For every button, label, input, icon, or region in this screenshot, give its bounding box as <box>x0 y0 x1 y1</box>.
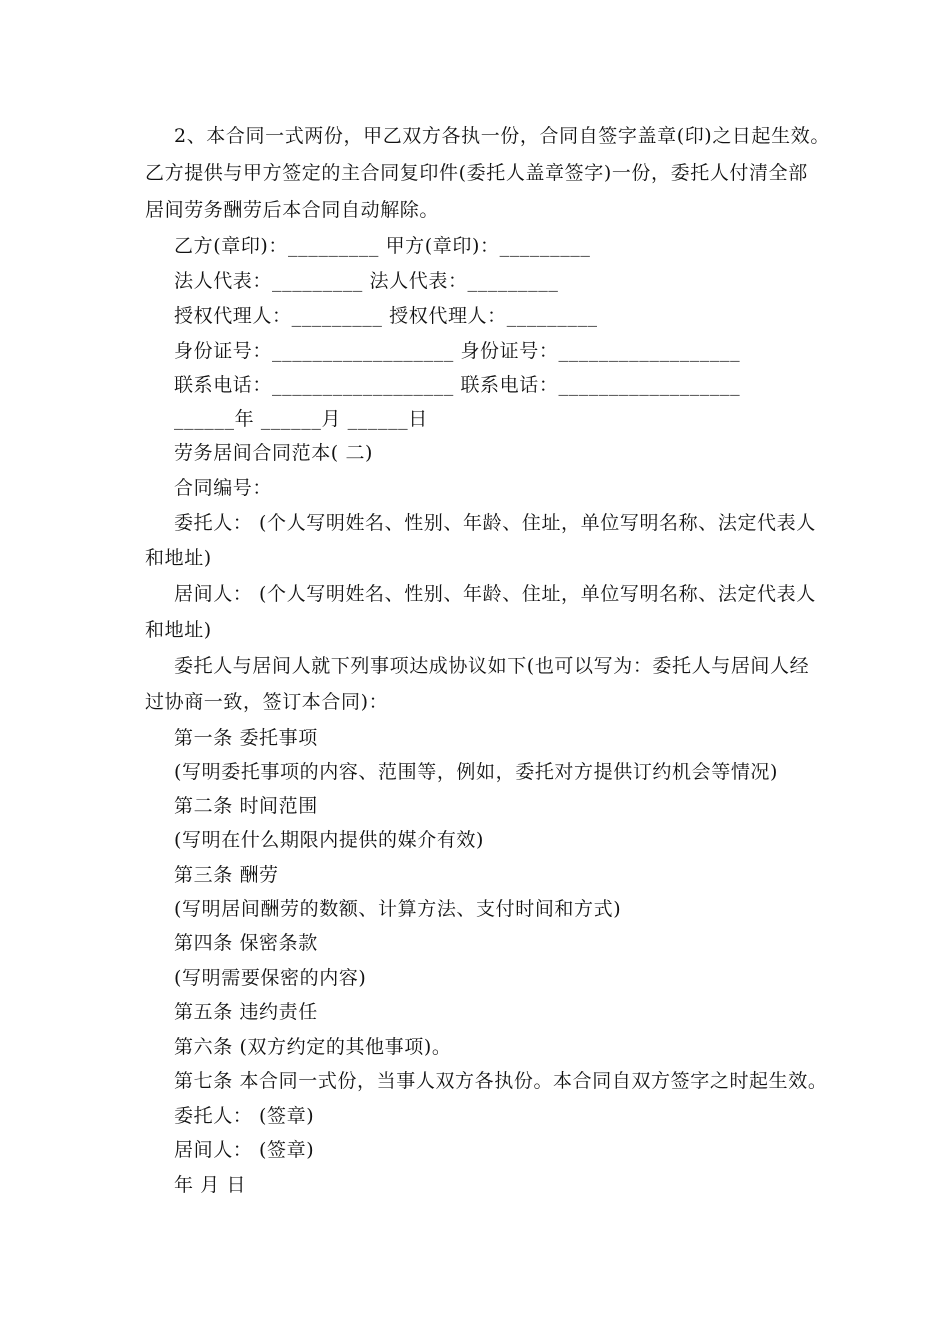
article-3-title: 第三条 酬劳 <box>174 864 279 886</box>
article-5-title: 第五条 违约责任 <box>174 1001 318 1023</box>
article-1-title: 第一条 委托事项 <box>174 727 318 749</box>
agreement-intro-line1: 委托人与居间人就下列事项达成协议如下(也可以写为：委托人与居间人经 <box>174 655 810 677</box>
article-1-note: (写明委托事项的内容、范围等，例如，委托对方提供订约机会等情况) <box>174 761 779 783</box>
intermediary-line1: 居间人： (个人写明姓名、性别、年龄、住址，单位写明名称、法定代表人 <box>174 583 816 605</box>
contract-number-label: 合同编号： <box>174 477 273 499</box>
principal-signature: 委托人： (签章) <box>174 1105 315 1127</box>
intermediary-signature: 居间人： (签章) <box>174 1139 315 1161</box>
article-3-note: (写明居间酬劳的数额、计算方法、支付时间和方式) <box>174 898 622 920</box>
principal-line2: 和地址) <box>145 547 212 569</box>
principal-line1: 委托人： (个人写明姓名、性别、年龄、住址，单位写明名称、法定代表人 <box>174 512 816 534</box>
section-title: 劳务居间合同范本( 二) <box>174 442 374 464</box>
intermediary-line2: 和地址) <box>145 619 212 641</box>
article-7-text: 第七条 本合同一式份，当事人双方各执份。本合同自双方签字之时起生效。 <box>174 1070 828 1092</box>
signature-agent-row: 授权代理人：_________ 授权代理人：_________ <box>174 305 598 327</box>
paragraph-effective-clause-line2: 乙方提供与甲方签定的主合同复印件(委托人盖章签字)一份，委托人付清全部 <box>145 162 808 184</box>
paragraph-effective-clause-line3: 居间劳务酬劳后本合同自动解除。 <box>145 199 440 221</box>
article-2-note: (写明在什么期限内提供的媒介有效) <box>174 829 485 851</box>
signature-phone-row: 联系电话：__________________ 联系电话：__________________ <box>174 374 741 396</box>
agreement-intro-line2: 过协商一致，签订本合同)： <box>145 691 389 713</box>
article-6-title: 第六条 (双方约定的其他事项)。 <box>174 1036 452 1058</box>
signature-seal-row: 乙方(章印)：_________ 甲方(章印)：_________ <box>174 235 591 257</box>
signature-id-row: 身份证号：__________________ 身份证号：__________________ <box>174 340 741 362</box>
article-4-title: 第四条 保密条款 <box>174 932 318 954</box>
closing-date: 年 月 日 <box>174 1174 247 1196</box>
paragraph-effective-clause-line1: 2、本合同一式两份，甲乙双方各执一份，合同自签字盖章(印)之日起生效。 <box>174 125 830 147</box>
article-2-title: 第二条 时间范围 <box>174 795 318 817</box>
signature-legal-rep-row: 法人代表：_________ 法人代表：_________ <box>174 270 559 292</box>
article-4-note: (写明需要保密的内容) <box>174 967 367 989</box>
signature-date-row: ______年 ______月 ______日 <box>174 408 428 430</box>
